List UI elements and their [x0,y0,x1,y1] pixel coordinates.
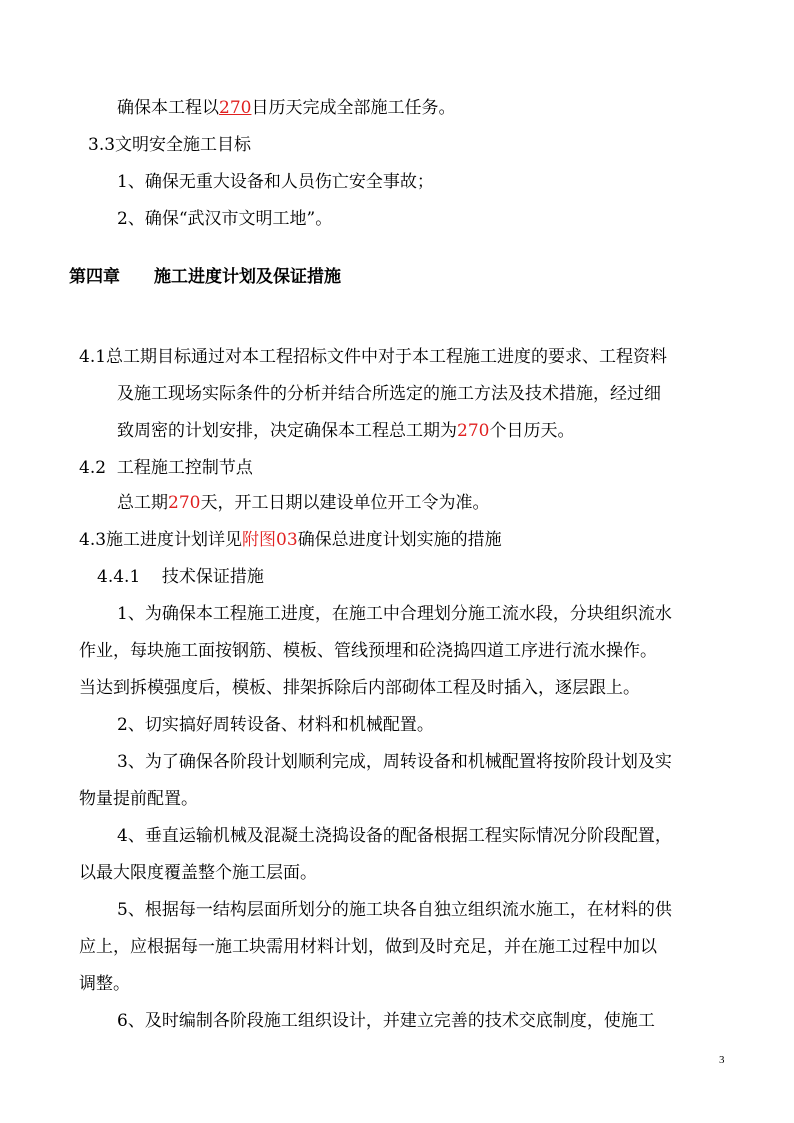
paragraph-line: 4、垂直运输机械及混凝土浇捣设备的配备根据工程实际情况分阶段配置， [117,826,672,846]
chapter-heading [69,266,341,288]
text: 日历天完成全部施工任务。 [251,98,456,118]
paragraph-line: 4.1总工期目标通过对本工程招标文件中对于本工程施工进度的要求、工程资料 [79,347,668,367]
text: 致周密的计划安排，决定确保本工程总工期为 [117,421,457,441]
paragraph-line: 以最大限度覆盖整个施工层面。 [79,863,317,883]
paragraph-line: 应上，应根据每一施工块需用材料计划，做到及时充足，并在施工过程中加以 [79,937,657,957]
highlight-number: 270 [168,493,201,513]
appendix-reference: 附图03 [242,530,298,550]
text: 4.3施工进度计划详见 [79,530,243,550]
paragraph-line: 3、为了确保各阶段计划顺利完成，周转设备和机械配置将按阶段计划及实 [117,752,672,772]
section-heading-4-2: 4.2 工程施工控制节点 [79,458,253,478]
chapter-number: 第四章 [69,267,120,287]
paragraph-line: 1、为确保本工程施工进度，在施工中合理划分施工流水段，分块组织流水 [117,604,672,624]
text: 天，开工日期以建设单位开工令为准。 [200,493,490,513]
paragraph-line [117,420,574,442]
paragraph-line: 2、切实搞好周转设备、材料和机械配置。 [117,715,434,735]
section-heading-4-4-1: 4.4.1 技术保证措施 [97,567,264,587]
list-item: 1、确保无重大设备和人员伤亡安全事故； [117,172,434,192]
chapter-title: 施工进度计划及保证措施 [154,267,341,287]
list-item: 2、确保“武汉市文明工地”。 [117,209,333,229]
highlight-number: 270 [219,98,252,118]
text: 确保本工程以 [117,98,219,118]
paragraph-line: 5、根据每一结构层面所划分的施工块各自独立组织流水施工，在材料的供 [117,900,672,920]
text: 个日历天。 [489,421,575,441]
page-number: 3 [719,1054,725,1066]
section-heading-3-3: 3.3文明安全施工目标 [88,135,252,155]
paragraph-line: 当达到拆模强度后，模板、排架拆除后内部砌体工程及时插入，逐层跟上。 [79,678,640,698]
paragraph-line: 及施工现场实际条件的分析并结合所选定的施工方法及技术措施，经过细 [117,384,661,404]
paragraph-line: 调整。 [79,974,130,994]
paragraph-line [117,97,455,119]
section-heading-4-3 [79,529,502,551]
paragraph-line: 作业，每块施工面按钢筋、模板、管线预埋和砼浇捣四道工序进行流水操作。 [79,641,657,661]
highlight-number: 270 [457,421,490,441]
text: 总工期 [117,493,168,513]
text: 确保总进度计划实施的措施 [297,530,502,550]
paragraph-line: 6、及时编制各阶段施工组织设计，并建立完善的技术交底制度，使施工 [117,1011,655,1031]
paragraph-line: 物量提前配置。 [79,789,198,809]
paragraph-line [117,492,489,514]
